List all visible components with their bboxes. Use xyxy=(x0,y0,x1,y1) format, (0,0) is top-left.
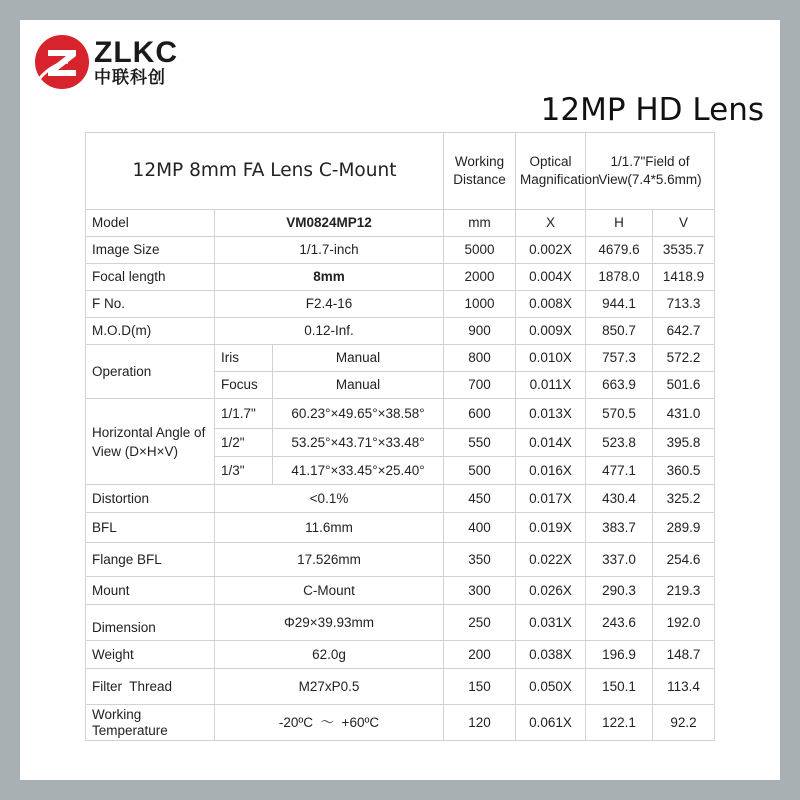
spec-label: Horizontal Angle of View (D×H×V) xyxy=(86,399,215,485)
table-row xyxy=(86,577,715,605)
spec-value: 1/1.7-inch xyxy=(215,237,444,264)
spec-value: Φ29×39.93mm xyxy=(215,605,444,641)
h-cell: 523.8 xyxy=(586,429,653,457)
wd-cell: 200 xyxy=(444,641,516,669)
h-cell: 944.1 xyxy=(586,291,653,318)
mag-cell: 0.061X xyxy=(516,705,586,741)
field-of-view-header: 1/1.7"Field of View(7.4*5.6mm) xyxy=(586,133,715,210)
spec-label: Flange BFL xyxy=(86,543,215,577)
v-cell: 289.9 xyxy=(653,513,715,543)
h-cell: 850.7 xyxy=(586,318,653,345)
mag-cell: 0.016X xyxy=(516,457,586,485)
spec-label: Filter Thread xyxy=(86,669,215,705)
h-cell: 663.9 xyxy=(586,372,653,399)
optical-magnification-header: Optical Magnification xyxy=(516,133,586,210)
h-cell: 196.9 xyxy=(586,641,653,669)
spec-sublabel: 1/1.7" xyxy=(215,399,273,429)
mag-cell: 0.004X xyxy=(516,264,586,291)
page-heading: 12MP HD Lens xyxy=(540,92,764,128)
working-distance-header: Working Distance xyxy=(444,133,516,210)
h-cell: 757.3 xyxy=(586,345,653,372)
v-cell: 572.2 xyxy=(653,345,715,372)
wd-cell: 900 xyxy=(444,318,516,345)
spec-label: BFL xyxy=(86,513,215,543)
spec-table xyxy=(85,132,715,741)
wd-cell: 250 xyxy=(444,605,516,641)
wd-cell: 550 xyxy=(444,429,516,457)
spec-label: Focal length xyxy=(86,264,215,291)
v-cell: 92.2 xyxy=(653,705,715,741)
h-cell: 477.1 xyxy=(586,457,653,485)
spec-label: Operation xyxy=(86,345,215,399)
mag-cell: 0.002X xyxy=(516,237,586,264)
spec-label: Distortion xyxy=(86,485,215,513)
mag-cell: 0.019X xyxy=(516,513,586,543)
v-cell: 642.7 xyxy=(653,318,715,345)
h-cell: 243.6 xyxy=(586,605,653,641)
v-cell: 1418.9 xyxy=(653,264,715,291)
spec-label: M.O.D(m) xyxy=(86,318,215,345)
mag-cell: 0.017X xyxy=(516,485,586,513)
spec-value: <0.1% xyxy=(215,485,444,513)
spec-sublabel: Iris xyxy=(215,345,273,372)
spec-label: Image Size xyxy=(86,237,215,264)
v-cell: 713.3 xyxy=(653,291,715,318)
v-cell: 360.5 xyxy=(653,457,715,485)
table-row xyxy=(86,705,715,741)
spec-value: M27xP0.5 xyxy=(215,669,444,705)
mag-cell: 0.008X xyxy=(516,291,586,318)
mag-cell: 0.009X xyxy=(516,318,586,345)
spec-label: Dimension xyxy=(86,605,215,641)
h-cell: 290.3 xyxy=(586,577,653,605)
wd-cell: 500 xyxy=(444,457,516,485)
v-cell: 501.6 xyxy=(653,372,715,399)
wd-cell: 800 xyxy=(444,345,516,372)
spec-value: 53.25°×43.71°×33.48° xyxy=(273,429,444,457)
table-row xyxy=(86,485,715,513)
spec-value: Manual xyxy=(273,372,444,399)
v-cell: 325.2 xyxy=(653,485,715,513)
spec-value: F2.4-16 xyxy=(215,291,444,318)
spec-value: 62.0g xyxy=(215,641,444,669)
table-row xyxy=(86,669,715,705)
wd-cell: 400 xyxy=(444,513,516,543)
unit-cell: H xyxy=(586,210,653,237)
mag-cell: 0.013X xyxy=(516,399,586,429)
table-row xyxy=(86,641,715,669)
v-cell: 431.0 xyxy=(653,399,715,429)
unit-cell: V xyxy=(653,210,715,237)
spec-value: 8mm xyxy=(215,264,444,291)
wd-cell: 350 xyxy=(444,543,516,577)
mag-cell: 0.011X xyxy=(516,372,586,399)
h-cell: 122.1 xyxy=(586,705,653,741)
spec-label: Mount xyxy=(86,577,215,605)
h-cell: 4679.6 xyxy=(586,237,653,264)
wd-cell: 2000 xyxy=(444,264,516,291)
wd-cell: 1000 xyxy=(444,291,516,318)
mag-cell: 0.050X xyxy=(516,669,586,705)
brand-name-cn: 中联科创 xyxy=(94,68,166,88)
h-cell: 383.7 xyxy=(586,513,653,543)
table-row xyxy=(86,210,715,237)
mag-cell: 0.014X xyxy=(516,429,586,457)
v-cell: 148.7 xyxy=(653,641,715,669)
table-row xyxy=(86,543,715,577)
spec-value: 11.6mm xyxy=(215,513,444,543)
spec-value: C-Mount xyxy=(215,577,444,605)
mag-cell: 0.026X xyxy=(516,577,586,605)
v-cell: 192.0 xyxy=(653,605,715,641)
spec-value: 0.12-Inf. xyxy=(215,318,444,345)
spec-value: VM0824MP12 xyxy=(215,210,444,237)
mag-cell: 0.038X xyxy=(516,641,586,669)
table-row xyxy=(86,318,715,345)
v-cell: 113.4 xyxy=(653,669,715,705)
table-row xyxy=(86,291,715,318)
v-cell: 3535.7 xyxy=(653,237,715,264)
wd-cell: 700 xyxy=(444,372,516,399)
spec-value: Manual xyxy=(273,345,444,372)
h-cell: 570.5 xyxy=(586,399,653,429)
header-row xyxy=(86,133,715,210)
unit-cell: mm xyxy=(444,210,516,237)
unit-cell: X xyxy=(516,210,586,237)
table-row xyxy=(86,605,715,641)
table-row xyxy=(86,264,715,291)
mag-cell: 0.022X xyxy=(516,543,586,577)
spec-label: Model xyxy=(86,210,215,237)
wd-cell: 5000 xyxy=(444,237,516,264)
zlkc-logo-icon xyxy=(34,34,90,90)
table-row xyxy=(86,237,715,264)
v-cell: 395.8 xyxy=(653,429,715,457)
spec-value: -20ºC ～ +60ºC xyxy=(215,705,444,741)
mag-cell: 0.031X xyxy=(516,605,586,641)
table-title: 12MP 8mm FA Lens C-Mount xyxy=(86,133,444,210)
spec-sublabel: Focus xyxy=(215,372,273,399)
spec-label: Working Temperature xyxy=(86,705,215,741)
spec-value: 41.17°×33.45°×25.40° xyxy=(273,457,444,485)
h-cell: 150.1 xyxy=(586,669,653,705)
wd-cell: 450 xyxy=(444,485,516,513)
spec-value: 17.526mm xyxy=(215,543,444,577)
wd-cell: 600 xyxy=(444,399,516,429)
h-cell: 1878.0 xyxy=(586,264,653,291)
spec-label: Weight xyxy=(86,641,215,669)
brand-logo xyxy=(34,34,184,90)
spec-label: F No. xyxy=(86,291,215,318)
mag-cell: 0.010X xyxy=(516,345,586,372)
wd-cell: 150 xyxy=(444,669,516,705)
spec-value: 60.23°×49.65°×38.58° xyxy=(273,399,444,429)
spec-sublabel: 1/3" xyxy=(215,457,273,485)
spec-sublabel: 1/2" xyxy=(215,429,273,457)
v-cell: 219.3 xyxy=(653,577,715,605)
page-card xyxy=(20,20,780,780)
table-row xyxy=(86,513,715,543)
v-cell: 254.6 xyxy=(653,543,715,577)
h-cell: 430.4 xyxy=(586,485,653,513)
table-row xyxy=(86,345,715,372)
wd-cell: 300 xyxy=(444,577,516,605)
wd-cell: 120 xyxy=(444,705,516,741)
h-cell: 337.0 xyxy=(586,543,653,577)
brand-name: ZLKC xyxy=(94,36,178,69)
table-row xyxy=(86,399,715,429)
